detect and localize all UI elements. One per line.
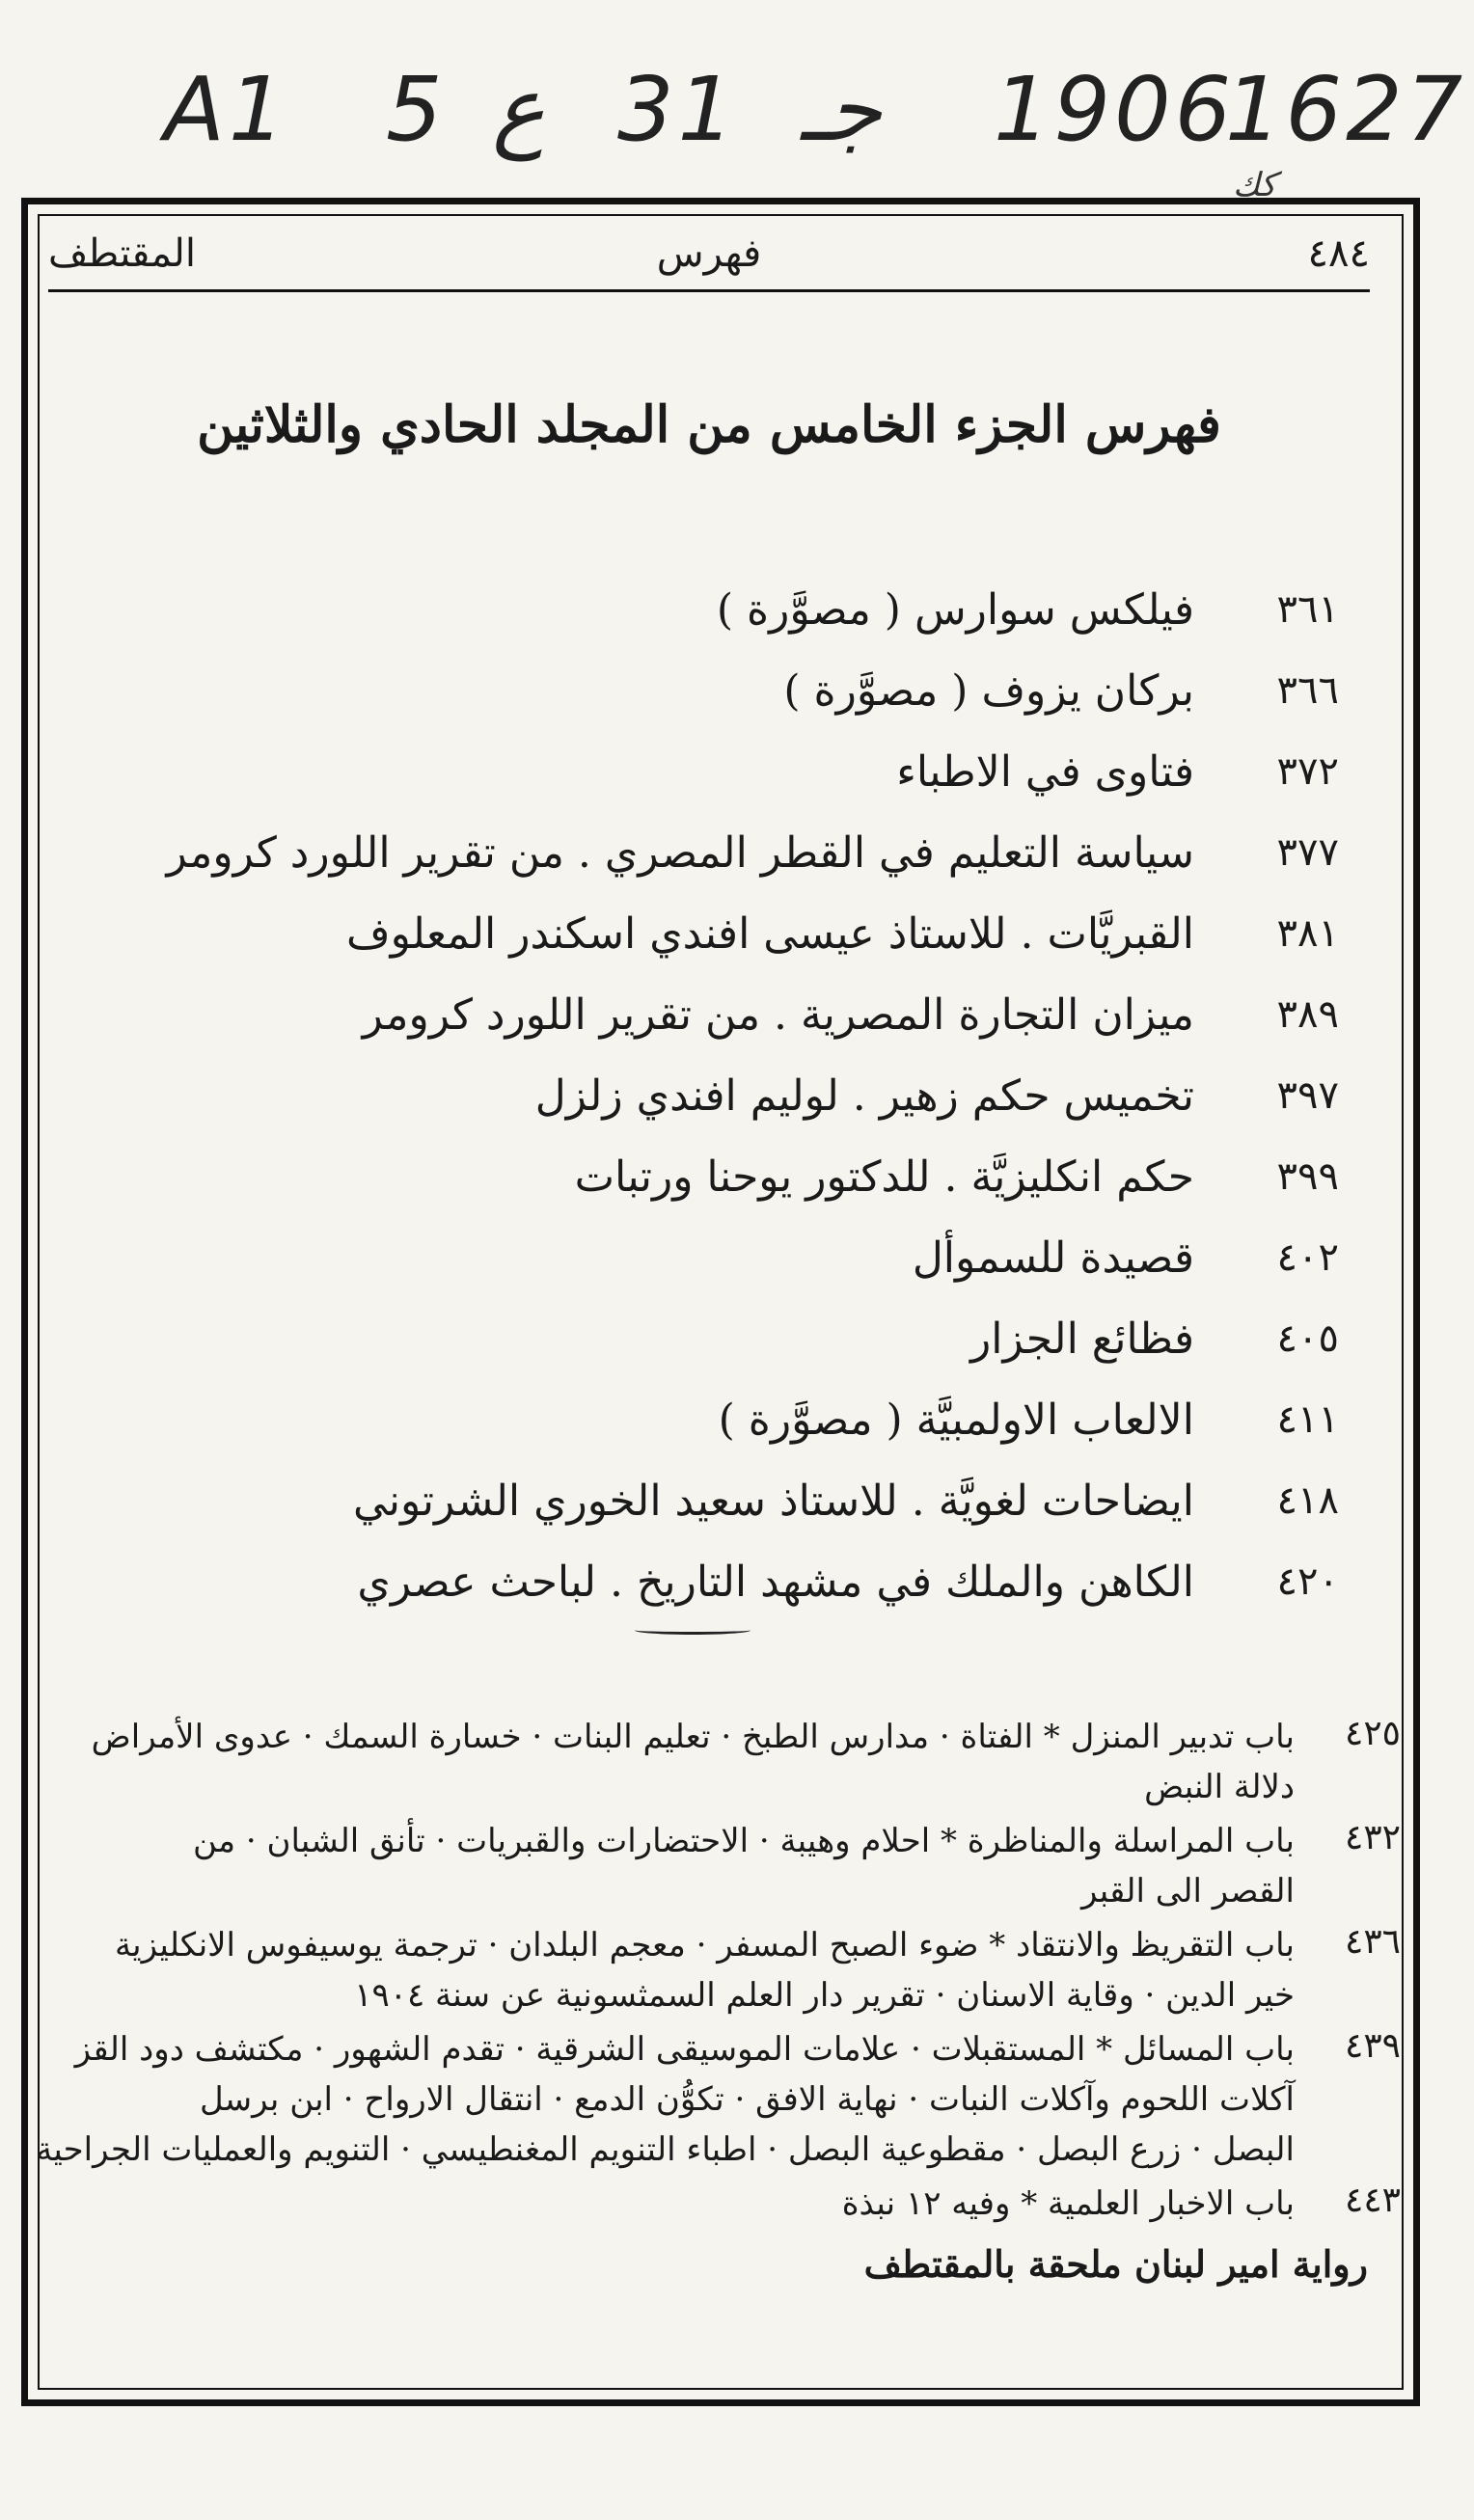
- toc-entry: [230, 1541, 1339, 1622]
- toc-page: ٣٩٩: [1276, 1154, 1339, 1199]
- header-journal: المقتطف: [48, 231, 196, 276]
- ornamental-divider: [635, 1626, 751, 1635]
- toc-title: فتاوى في الاطباء: [896, 746, 1194, 797]
- toc-entry: [230, 974, 1339, 1055]
- toc-entry: [230, 1217, 1339, 1298]
- toc-entry: [230, 893, 1339, 974]
- code-part: 1627: [1225, 58, 1467, 161]
- section-entry: [36, 2024, 1401, 2175]
- section-page: ٤٢٥: [1344, 1714, 1401, 1753]
- toc-title: الكاهن والملك في مشهد التاريخ . لباحث عصري: [357, 1557, 1194, 1607]
- header-page-number: ٤٨٤: [1307, 231, 1370, 276]
- toc-title: بركان يزوف ( مصوَّرة ): [783, 665, 1194, 716]
- toc-title: ميزان التجارة المصرية . من تقرير اللورد كرومر: [362, 989, 1194, 1040]
- section-entry: [79, 1816, 1401, 1916]
- code-part: 5: [386, 58, 447, 161]
- handwritten-mark: كك: [1233, 166, 1276, 204]
- toc-entry: [230, 1460, 1339, 1541]
- toc-page: ٤١٨: [1276, 1478, 1339, 1523]
- sections-list: [36, 1712, 1401, 2233]
- section-page: ٤٤٣: [1344, 2181, 1401, 2220]
- section-line: باب الاخبار العلمية * وفيه ١٢ نبذة: [841, 2184, 1295, 2223]
- toc-page: ٣٨١: [1276, 911, 1339, 956]
- code-part: 1906: [994, 58, 1236, 161]
- toc-entry: [166, 812, 1339, 893]
- toc-title: قصيدة للسموأل: [912, 1233, 1194, 1283]
- section-line: باب المراسلة والمناظرة * احلام وهيبة · الاحتضارات والقبريات · تأنق الشبان · من: [193, 1822, 1295, 1860]
- code-part: 31: [617, 58, 739, 161]
- section-entry: [79, 1920, 1401, 2020]
- section-page: ٤٣٦: [1344, 1922, 1401, 1962]
- header-section: فهرس: [656, 231, 762, 276]
- toc-entry: [230, 650, 1339, 731]
- section-line: باب التقريظ والانتقاد * ضوء الصبح المسفر · معجم البلدان · ترجمة يوسيفوس الانكليزية: [114, 1926, 1295, 1965]
- toc-page: ٤١١: [1276, 1397, 1339, 1442]
- code-part: ع: [492, 58, 545, 161]
- toc-title: فظائع الجزار: [970, 1314, 1194, 1364]
- toc-page: ٤٠٥: [1276, 1316, 1339, 1361]
- page-title: فهرس الجزء الخامس من المجلد الحادي والثلاثين: [197, 395, 1221, 454]
- section-page: ٤٣٢: [1344, 1818, 1401, 1857]
- section-line: باب المسائل * المستقبلات · علامات الموسيقى الشرقية · تقدم الشهور · مكتشف دود القز: [74, 2030, 1295, 2069]
- section-page: ٤٣٩: [1344, 2026, 1401, 2066]
- section-entry: [79, 1712, 1401, 1812]
- toc-page: ٣٧٧: [1276, 830, 1339, 875]
- header-rule: [48, 289, 1370, 292]
- toc-title: الالعاب الاولمبيَّة ( مصوَّرة ): [718, 1395, 1194, 1445]
- section-line: القصر الى القبر: [1080, 1872, 1295, 1910]
- toc-title: ايضاحات لغويَّة . للاستاذ سعيد الخوري الشرتوني: [353, 1476, 1194, 1526]
- toc-page: ٣٦٦: [1276, 668, 1339, 713]
- table-of-contents: [166, 569, 1339, 1622]
- toc-title: حكم انكليزيَّة . للدكتور يوحنا ورتبات: [574, 1152, 1194, 1202]
- toc-page: ٣٨٩: [1276, 992, 1339, 1037]
- section-line: دلالة النبض: [1144, 1768, 1295, 1806]
- section-line: باب تدبير المنزل * الفتاة · مدارس الطبخ · تعليم البنات · خسارة السمك · عدوى الأمراض: [91, 1718, 1295, 1756]
- toc-page: ٣٩٧: [1276, 1073, 1339, 1118]
- code-part: جـ: [801, 58, 882, 161]
- toc-entry: [230, 1298, 1339, 1379]
- toc-entry: [230, 1136, 1339, 1217]
- toc-title: تخميس حكم زهير . لوليم افندي زلزل: [534, 1070, 1194, 1121]
- toc-page: ٤٢٠: [1276, 1559, 1339, 1604]
- toc-title: فيلكس سوارس ( مصوَّرة ): [716, 584, 1194, 635]
- toc-entry: [230, 1055, 1339, 1136]
- toc-title: القبريَّات . للاستاذ عيسى افندي اسكندر المعلوف: [346, 908, 1194, 959]
- section-entry: [79, 2179, 1401, 2229]
- supplement-note: رواية امير لبنان ملحقة بالمقتطف: [863, 2242, 1368, 2286]
- toc-page: ٣٦١: [1276, 587, 1339, 632]
- section-line: آكلات اللحوم وآكلات النبات · نهاية الافق · تكوُّن الدمع · انتقال الارواح · ابن برسل: [199, 2080, 1295, 2119]
- toc-page: ٤٠٢: [1276, 1235, 1339, 1280]
- running-header: [48, 224, 1370, 291]
- toc-entry: [230, 569, 1339, 650]
- section-line: خير الدين · وقاية الاسنان · تقرير دار العلم السمثسونية عن سنة ١٩٠٤: [354, 1976, 1295, 2015]
- section-line: البصل · زرع البصل · مقطوعية البصل · اطباء التنويم المغنطيسي · التنويم والعمليات الجراحية: [36, 2130, 1295, 2169]
- toc-entry: [230, 1379, 1339, 1460]
- handwritten-catalog-code: [164, 58, 1467, 174]
- toc-page: ٣٧٢: [1276, 749, 1339, 794]
- toc-entry: [230, 731, 1339, 812]
- code-part: A1: [164, 58, 289, 161]
- toc-title: سياسة التعليم في القطر المصري . من تقرير اللورد كرومر: [166, 827, 1194, 878]
